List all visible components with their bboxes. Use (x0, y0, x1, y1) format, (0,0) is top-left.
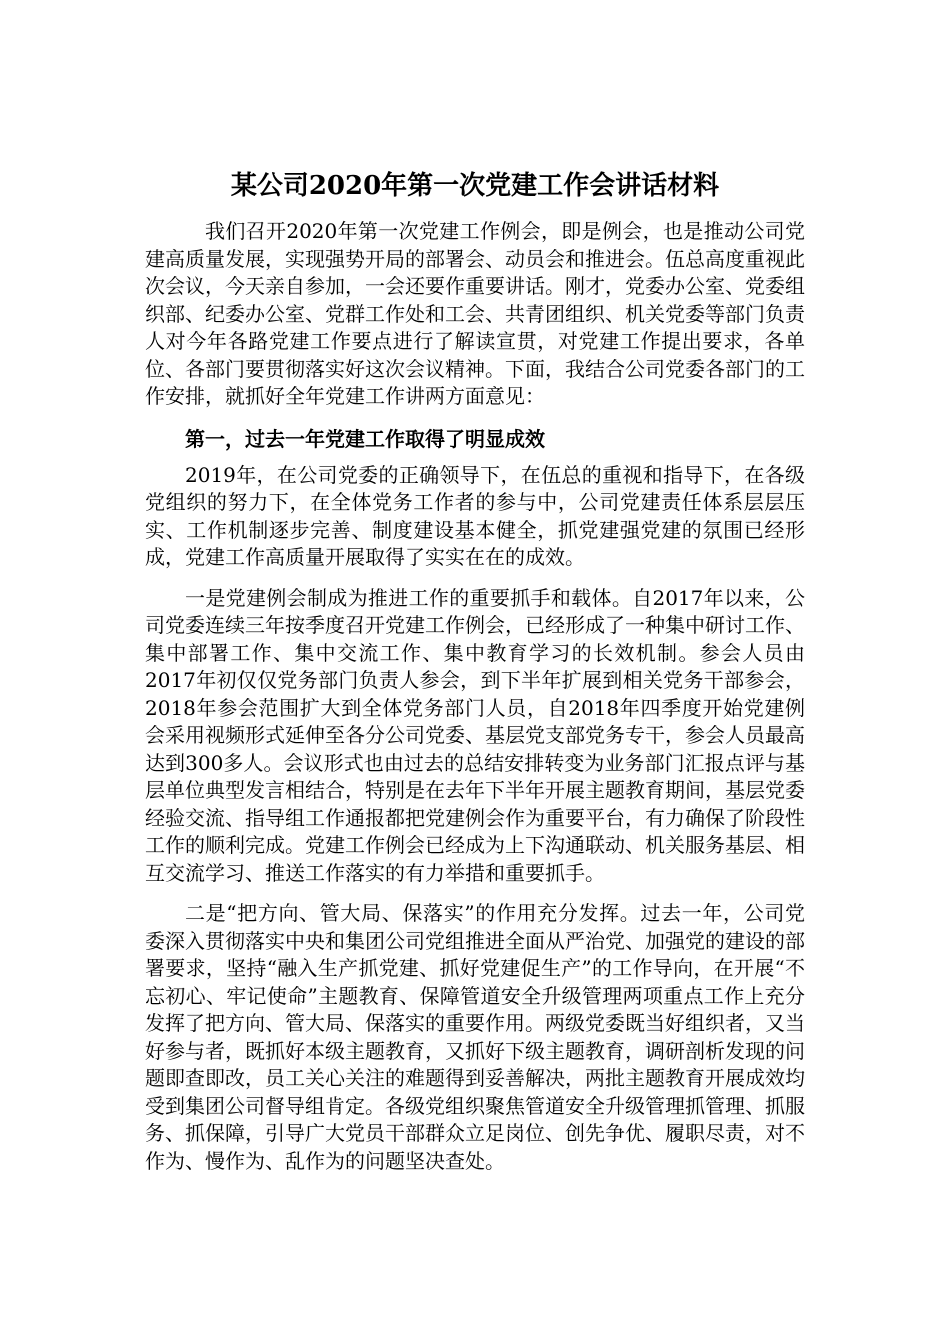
document-title: 某公司2020年第一次党建工作会讲话材料 (230, 171, 720, 201)
intro-paragraph: 我们召开2020年第一次党建工作例会，即是例会，也是推动公司党建高质量发展，实现强势开局的部署会、动员会和推进会。伍总高度重视此次会议，今天亲自参加，一会还要作重要讲话。刚才，党委办公室、党委组织部、纪委办公室、党群工作处和工会、共青团组织、机关党委等部门负责人对今年各路党建工作要点进行了解读宣贯，对党建工作提出要求，各单位、各部门要贯彻落实好这次会议精神。下面，我结合公司党委各部门的工作安排，就抓好全年党建工作讲两方面意见： (145, 219, 805, 408)
body-paragraph-2: 一是党建例会制成为推进工作的重要抓手和载体。自2017年以来，公司党委连续三年按季度召开党建工作例会，已经形成了一种集中研讨工作、集中部署工作、集中交流工作、集中教育学习的长效机制。参会人员由2017年初仅仅党务部门负责人参会，到下半年扩展到相关党务干部参会，2018年参会范围扩大到全体党务部门人员，自2018年四季度开始党建例会采用视频形式延伸至各分公司党委、基层党支部党务专干，参会人员最高达到300多人。会议形式也由过去的总结安排转变为业务部门汇报点评与基层单位典型发言相结合，特别是在去年下半年开展主题教育期间，基层党委经验交流、指导组工作通报都把党建例会作为重要平台，有力确保了阶段性工作的顺利完成。党建工作例会已经成为上下沟通联动、机关服务基层、相互交流学习、推送工作落实的有力举措和重要抓手。 (145, 585, 805, 885)
body-paragraph-3: 二是“把方向、管大局、保落实”的作用充分发挥。过去一年，公司党委深入贯彻落实中央和集团公司党组推进全面从严治党、加强党的建设的部署要求，坚持“融入生产抓党建、抓好党建促生产”的工作导向，在开展“不忘初心、牢记使命”主题教育、保障管道安全升级管理两项重点工作上充分发挥了把方向、管大局、保落实的重要作用。两级党委既当好组织者，又当好参与者，既抓好本级主题教育，又抓好下级主题教育，调研剖析发现的问题即查即改，员工关心关注的难题得到妥善解决，两批主题教育开展成效均受到集团公司督导组肯定。各级党组织聚焦管道安全升级管理抓管理、抓服务、抓保障，引导广大党员干部群众立足岗位、创先争优、履职尽责，对不作为、慢作为、乱作为的问题坚决查处。 (145, 901, 805, 1173)
section-heading: 第一，过去一年党建工作取得了明显成效 (185, 426, 545, 451)
body-paragraph-1: 2019年，在公司党委的正确领导下，在伍总的重视和指导下，在各级党组织的努力下，在全体党务工作者的参与中，公司党建责任体系层层压实、工作机制逐步完善、制度建设基本健全，抓党建强党建的氛围已经形成，党建工作高质量开展取得了实实在在的成效。 (145, 462, 805, 569)
document-body (145, 218, 805, 1175)
